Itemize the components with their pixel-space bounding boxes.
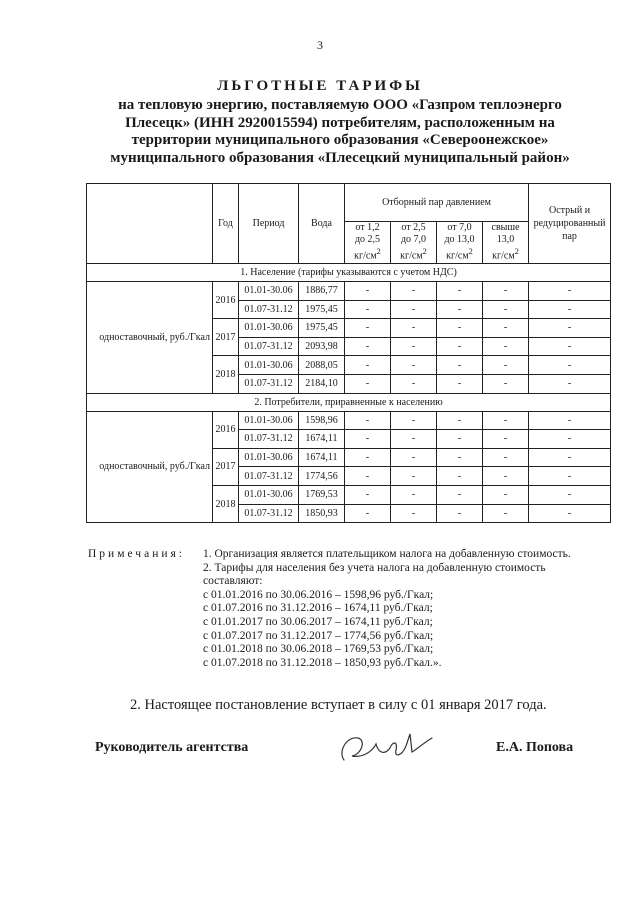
dash-cell: - (483, 467, 529, 486)
period-cell: 01.07-31.12 (239, 300, 299, 319)
dash-cell: - (529, 282, 611, 301)
note-line: с 01.07.2018 по 31.12.2018 – 1850,93 руб./Гкал.». (203, 656, 442, 669)
water-header: Вода (299, 184, 345, 264)
dash-cell: - (529, 411, 611, 430)
dash-cell: - (345, 430, 391, 449)
tariff-table (86, 183, 611, 523)
dash-cell: - (345, 504, 391, 523)
period-cell: 01.07-31.12 (239, 430, 299, 449)
dash-cell: - (345, 300, 391, 319)
subtitle-line: Плесецк» (ИНН 2920015594) потребителям, расположенным на (125, 114, 555, 131)
water-value-cell: 1674,11 (299, 448, 345, 467)
dash-cell: - (391, 356, 437, 375)
sharp-steam-line: редуцированный (533, 218, 606, 229)
document-subtitle (80, 97, 600, 167)
dash-cell: - (529, 485, 611, 504)
period-cell: 01.01-30.06 (239, 448, 299, 467)
steam-col-to: 13,0 (496, 234, 515, 246)
dash-cell: - (437, 485, 483, 504)
subtitle-line: муниципального образования «Плесецкий муниципальный район» (110, 149, 570, 166)
dash-cell: - (391, 430, 437, 449)
dash-cell: - (483, 485, 529, 504)
note-line: 2. Тарифы для населения без учета налога на добавленную стоимость (203, 561, 546, 574)
section-title: 1. Население (тарифы указываются с учетом НДС) (87, 264, 611, 282)
note-line: с 01.01.2017 по 30.06.2017 – 1674,11 руб./Гкал; (203, 615, 433, 628)
steam-col-unit: кг/см (354, 250, 377, 262)
period-cell: 01.01-30.06 (239, 356, 299, 375)
dash-cell: - (345, 467, 391, 486)
water-value-cell: 1975,45 (299, 319, 345, 338)
water-value-cell: 2088,05 (299, 356, 345, 375)
decree-text: 2. Настоящее постановление вступает в силу с 01 января 2017 года. (130, 697, 547, 713)
dash-cell: - (529, 337, 611, 356)
dash-cell: - (391, 300, 437, 319)
period-cell: 01.01-30.06 (239, 319, 299, 338)
dash-cell: - (483, 282, 529, 301)
label-header (87, 184, 213, 264)
sharp-steam-header (529, 184, 611, 264)
dash-cell: - (391, 374, 437, 393)
note-line: с 01.01.2018 по 30.06.2018 – 1769,53 руб./Гкал; (203, 643, 434, 656)
steam-col-to: до 7,0 (400, 234, 427, 246)
table-row (87, 411, 611, 430)
dash-cell: - (529, 467, 611, 486)
steam-col-from: свыше (491, 222, 520, 234)
subtitle-line: территории муниципального образования «Североонежское» (131, 132, 549, 148)
dash-cell: - (437, 411, 483, 430)
dash-cell: - (345, 448, 391, 467)
subtitle-line: на тепловую энергию, поставляемую ООО «Газпром теплоэнерго (118, 97, 562, 113)
period-cell: 01.07-31.12 (239, 504, 299, 523)
water-value-cell: 1850,93 (299, 504, 345, 523)
dash-cell: - (529, 356, 611, 375)
water-value-cell: 1769,53 (299, 485, 345, 504)
dash-cell: - (483, 448, 529, 467)
year-header: Год (213, 184, 239, 264)
dash-cell: - (529, 448, 611, 467)
dash-cell: - (529, 374, 611, 393)
dash-cell: - (483, 374, 529, 393)
dash-cell: - (391, 504, 437, 523)
dash-cell: - (345, 337, 391, 356)
steam-col-header: свыше 13,0 $кг/см^2$ (483, 222, 529, 264)
signature-scribble (336, 722, 436, 772)
dash-cell: - (391, 337, 437, 356)
steam-col-from: от 7,0 (447, 222, 472, 234)
steam-col-to: до 13,0 (444, 234, 475, 246)
sharp-steam-line: Острый и (548, 205, 591, 216)
notes-heading: Примечания: (88, 548, 185, 560)
dash-cell: - (391, 319, 437, 338)
water-value-cell: 2184,10 (299, 374, 345, 393)
dash-cell: - (483, 319, 529, 338)
note-line: с 01.07.2016 по 31.12.2016 – 1674,11 руб./Гкал; (203, 602, 433, 615)
dash-cell: - (437, 374, 483, 393)
dash-cell: - (483, 411, 529, 430)
dash-cell: - (529, 300, 611, 319)
dash-cell: - (437, 319, 483, 338)
dash-cell: - (391, 448, 437, 467)
year-cell: 2016 (213, 411, 239, 448)
dash-cell: - (483, 504, 529, 523)
dash-cell: - (391, 467, 437, 486)
dash-cell: - (345, 356, 391, 375)
water-value-cell: 2093,98 (299, 337, 345, 356)
section-title: 2. Потребители, приравненные к населению (87, 393, 611, 411)
water-value-cell: 1886,77 (299, 282, 345, 301)
dash-cell: - (529, 430, 611, 449)
steam-col-unit: кг/см (400, 250, 423, 262)
tariff-type-label: одноставочный, руб./Гкал (87, 411, 213, 523)
dash-cell: - (391, 411, 437, 430)
steam-col-header: от 1,2 до 2,5 $кг/см^2$ (345, 222, 391, 264)
year-cell: 2016 (213, 282, 239, 319)
dash-cell: - (437, 467, 483, 486)
dash-cell: - (437, 356, 483, 375)
dash-cell: - (345, 319, 391, 338)
sharp-steam-line: пар (562, 231, 577, 242)
dash-cell: - (391, 282, 437, 301)
period-cell: 01.07-31.12 (239, 374, 299, 393)
note-line: 1. Организация является плательщиком налога на добавленную стоимость. (203, 548, 571, 560)
dash-cell: - (483, 337, 529, 356)
page-number: 3 (317, 38, 323, 52)
dash-cell: - (437, 504, 483, 523)
dash-cell: - (345, 485, 391, 504)
water-value-cell: 1774,56 (299, 467, 345, 486)
dash-cell: - (437, 337, 483, 356)
steam-col-header: от 2,5 до 7,0 $кг/см^2$ (391, 222, 437, 264)
year-cell: 2017 (213, 448, 239, 485)
dash-cell: - (345, 411, 391, 430)
note-line: составляют: (203, 575, 263, 588)
notes-list (203, 548, 613, 670)
water-value-cell: 1598,96 (299, 411, 345, 430)
signature-role: Руководитель агентства (95, 740, 249, 755)
note-line: с 01.01.2016 по 30.06.2016 – 1598,96 руб./Гкал; (203, 588, 434, 601)
period-cell: 01.01-30.06 (239, 411, 299, 430)
dash-cell: - (437, 430, 483, 449)
dash-cell: - (483, 430, 529, 449)
water-value-cell: 1674,11 (299, 430, 345, 449)
steam-col-unit: кг/см (446, 250, 469, 262)
period-cell: 01.07-31.12 (239, 337, 299, 356)
dash-cell: - (437, 448, 483, 467)
steam-col-from: от 1,2 (355, 222, 380, 234)
period-cell: 01.01-30.06 (239, 485, 299, 504)
table-row (87, 282, 611, 301)
dash-cell: - (345, 282, 391, 301)
year-cell: 2018 (213, 356, 239, 393)
water-value-cell: 1975,45 (299, 300, 345, 319)
period-cell: 01.01-30.06 (239, 282, 299, 301)
dash-cell: - (391, 485, 437, 504)
note-line: с 01.07.2017 по 31.12.2017 – 1774,56 руб./Гкал; (203, 629, 434, 642)
steam-col-to: до 2,5 (354, 234, 381, 246)
year-cell: 2017 (213, 319, 239, 356)
tariff-type-label: одноставочный, руб./Гкал (87, 282, 213, 394)
dash-cell: - (483, 300, 529, 319)
dash-cell: - (529, 319, 611, 338)
dash-cell: - (345, 374, 391, 393)
document-title: ЛЬГОТНЫЕ ТАРИФЫ (217, 78, 423, 94)
signature-name: Е.А. Попова (496, 740, 574, 755)
dash-cell: - (483, 356, 529, 375)
steam-col-from: от 2,5 (401, 222, 426, 234)
steam-col-header: от 7,0 до 13,0 $кг/см^2$ (437, 222, 483, 264)
dash-cell: - (437, 282, 483, 301)
period-header: Период (239, 184, 299, 264)
year-cell: 2018 (213, 485, 239, 522)
dash-cell: - (437, 300, 483, 319)
period-cell: 01.07-31.12 (239, 467, 299, 486)
steam-col-unit: кг/см (492, 250, 515, 262)
dash-cell: - (529, 504, 611, 523)
steam-header: Отборный пар давлением (345, 184, 529, 222)
